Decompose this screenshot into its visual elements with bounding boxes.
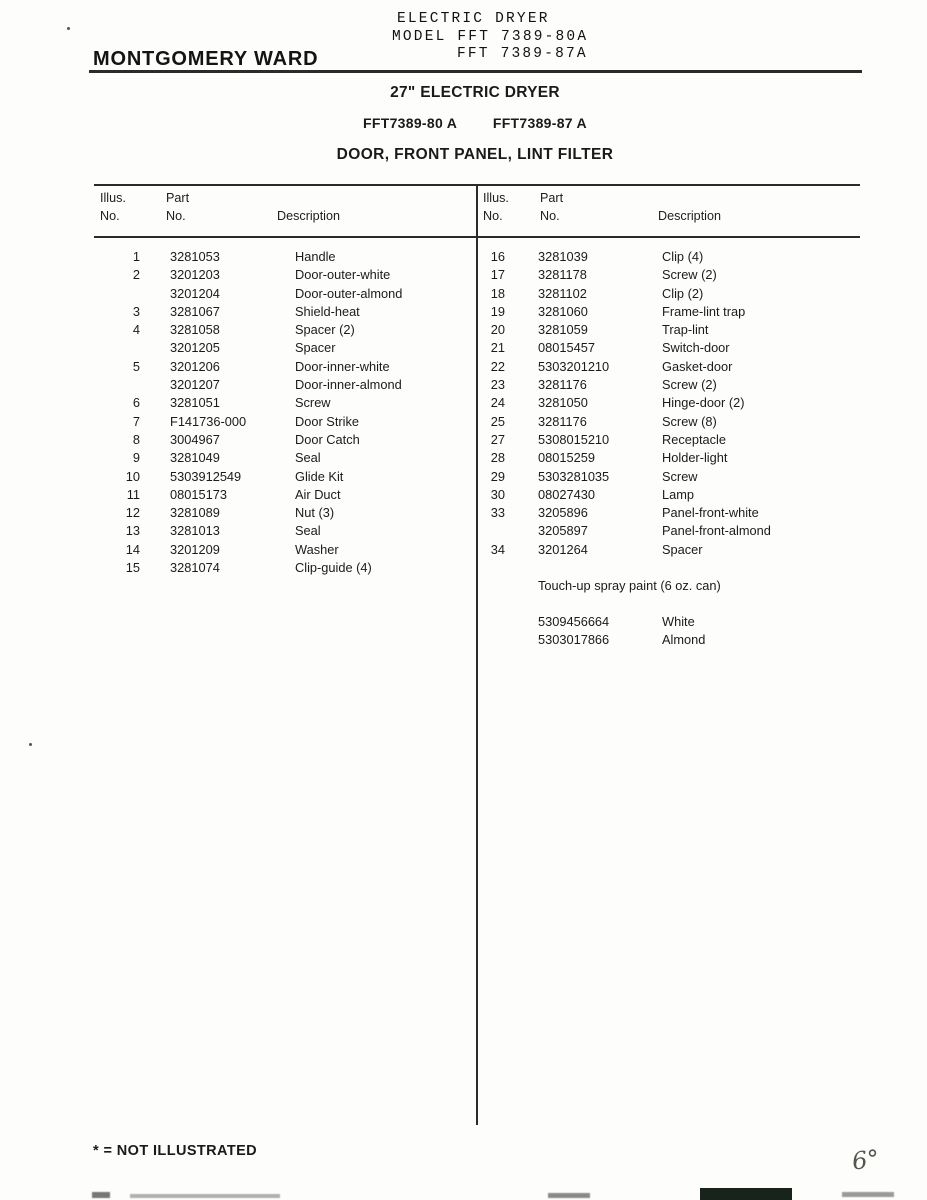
cell-illus: 8 [132, 431, 140, 447]
table-row [483, 395, 903, 413]
cell-desc: Hinge-door (2) [662, 395, 745, 411]
cell-part: 3281102 [538, 285, 587, 301]
cell-illus: 9 [132, 450, 140, 466]
cell-desc: Glide Kit [295, 468, 344, 484]
cell-part: 5303912549 [170, 468, 242, 484]
cell-part: 3281176 [538, 413, 587, 429]
table-row [94, 359, 476, 377]
table-row [94, 560, 476, 578]
cell-desc: Holder-light [662, 450, 728, 466]
not-illustrated-legend: * = NOT ILLUSTRATED [93, 1143, 258, 1159]
cell-part: 3201264 [538, 541, 588, 557]
cell-desc: Trap-lint [662, 322, 709, 338]
col-header-part-left: Part [166, 191, 190, 205]
cell-part: 08015457 [538, 340, 595, 356]
cell-desc: Door-outer-almond [295, 285, 403, 301]
cell-illus: 5 [132, 358, 140, 374]
cell-part: 3201207 [170, 377, 220, 393]
cell-illus: 23 [490, 377, 505, 393]
scan-artifact [548, 1193, 590, 1198]
cell-illus: 20 [490, 322, 505, 338]
cell-illus: 2 [132, 267, 140, 283]
cell-desc: Door-inner-white [295, 358, 390, 374]
cell-part: 3281051 [170, 395, 220, 411]
col-header-description-left: Description [277, 209, 340, 223]
scan-artifact [92, 1192, 110, 1198]
cell-part: 5308015210 [538, 431, 610, 447]
col-header-illus-left: Illus. [100, 191, 126, 205]
scan-artifact-dark-box [700, 1188, 792, 1200]
cell-desc: Receptacle [662, 431, 727, 447]
cell-desc: Seal [295, 450, 321, 466]
cell-part: 08015173 [170, 486, 227, 502]
cell-desc: Nut (3) [295, 505, 335, 521]
table-row [94, 286, 476, 304]
cell-part: 3201206 [170, 358, 220, 374]
typed-appliance-line: ELECTRIC DRYER [397, 11, 550, 27]
cell-illus: 21 [490, 340, 505, 356]
cell-illus: 14 [125, 541, 140, 557]
header-rule [89, 70, 862, 73]
cell-desc: Gasket-door [662, 358, 733, 374]
cell-illus: 25 [490, 413, 505, 429]
cell-desc: Spacer [662, 541, 703, 557]
cell-illus: 18 [490, 285, 505, 301]
cell-illus: 6 [132, 395, 140, 411]
cell-illus: 33 [490, 505, 505, 521]
cell-part: 3281053 [170, 249, 220, 264]
col-header-description-right: Description [658, 209, 721, 223]
cell-desc: Screw [295, 395, 331, 411]
table-row [94, 542, 476, 560]
parts-table-right [483, 249, 903, 560]
col-header-illus-no-right: No. [483, 209, 503, 223]
cell-part: 5303017866 [538, 632, 610, 648]
scan-artifact [842, 1192, 894, 1197]
cell-desc: Clip (4) [662, 249, 704, 264]
cell-part: 3281178 [538, 267, 587, 283]
cell-illus: 13 [125, 523, 140, 539]
cell-part: 3201209 [170, 541, 220, 557]
cell-part: 3281176 [538, 377, 587, 393]
table-row [483, 340, 903, 358]
cell-part: 3281058 [170, 322, 220, 338]
cell-part: 08015259 [538, 450, 595, 466]
cell-illus: 24 [490, 395, 505, 411]
cell-desc: Door-outer-white [295, 267, 391, 283]
document-title: 27" ELECTRIC DRYER [390, 84, 560, 101]
cell-part: 3281089 [170, 505, 220, 521]
cell-desc: Lamp [662, 486, 695, 502]
table-row [483, 322, 903, 340]
table-row [483, 487, 903, 505]
cell-part: 3201204 [170, 285, 220, 301]
cell-part: 3201205 [170, 340, 220, 356]
cell-part: 5309456664 [538, 614, 610, 629]
table-row [483, 359, 903, 377]
cell-desc: Screw (2) [662, 267, 717, 283]
table-row [483, 267, 903, 285]
cell-desc: White [662, 614, 695, 629]
cell-part: 3281060 [538, 303, 588, 319]
cell-desc: Door Catch [295, 431, 360, 447]
cell-desc: Spacer [295, 340, 336, 356]
table-row [483, 450, 903, 468]
cell-part: 3205897 [538, 523, 588, 539]
cell-illus: 15 [125, 560, 140, 576]
table-row [94, 414, 476, 432]
cell-illus: 3 [132, 303, 140, 319]
cell-desc: Door Strike [295, 413, 360, 429]
table-row [94, 249, 476, 267]
model-number-right: FFT7389-87 A [492, 115, 587, 131]
col-header-part-no-right: No. [540, 209, 560, 223]
cell-part: 3281067 [170, 303, 220, 319]
typed-model-line-1: MODEL FFT 7389-80A [392, 28, 589, 45]
table-row [94, 450, 476, 468]
cell-part: 5303201210 [538, 358, 610, 374]
cell-illus: 16 [490, 249, 505, 264]
cell-desc: Screw [662, 468, 698, 484]
table-row [483, 414, 903, 432]
cell-part: 3281049 [170, 450, 220, 466]
col-header-illus-right: Illus. [483, 191, 509, 205]
col-header-part-no-left: No. [166, 209, 186, 223]
table-row [483, 432, 903, 450]
col-header-illus-no-left: No. [100, 209, 120, 223]
scan-speck [29, 743, 32, 746]
table-row [94, 267, 476, 285]
table-row [483, 505, 903, 523]
cell-part: 3205896 [538, 505, 588, 521]
table-row [94, 304, 476, 322]
table-row [483, 304, 903, 322]
cell-illus: 19 [490, 303, 505, 319]
cell-part: 3281059 [538, 322, 588, 338]
cell-illus: 30 [490, 486, 505, 502]
table-row [94, 395, 476, 413]
col-header-part-right: Part [540, 191, 564, 205]
cell-part: 08027430 [538, 486, 595, 502]
cell-desc: Spacer (2) [295, 322, 355, 338]
cell-desc: Screw (8) [662, 413, 717, 429]
cell-desc: Switch-door [662, 340, 730, 356]
typed-model-line-2: FFT 7389-87A [457, 46, 588, 62]
table-row [483, 542, 903, 560]
table-row [483, 523, 903, 541]
cell-desc: Door-inner-almond [295, 377, 402, 393]
typed-header [392, 11, 588, 64]
scan-artifact [130, 1194, 280, 1198]
cell-illus: 22 [490, 358, 505, 374]
cell-part: 3281039 [538, 249, 588, 264]
table-row [94, 487, 476, 505]
parts-table-left [94, 249, 476, 578]
cell-part: F141736-000 [170, 413, 247, 429]
table-row [94, 322, 476, 340]
cell-desc: Air Duct [295, 486, 341, 502]
table-row [94, 340, 476, 358]
cell-desc: Washer [295, 541, 339, 557]
brand-name: MONTGOMERY WARD [93, 48, 319, 70]
cell-part: 3201203 [170, 267, 220, 283]
cell-illus: 27 [490, 431, 505, 447]
cell-desc: Panel-front-almond [662, 523, 771, 539]
cell-illus: 1 [132, 249, 140, 264]
cell-illus: 34 [490, 541, 505, 557]
table-row [94, 432, 476, 450]
cell-part: 3004967 [170, 431, 220, 447]
cell-desc: Clip (2) [662, 285, 704, 301]
table-row [94, 469, 476, 487]
model-numbers [0, 115, 927, 131]
cell-part: 5303281035 [538, 468, 610, 484]
cell-desc: Panel-front-white [662, 505, 759, 521]
model-number-left: FFT7389-80 A [363, 115, 457, 131]
table-column-divider [476, 184, 478, 1125]
cell-desc: Almond [662, 632, 706, 648]
table-row [94, 523, 476, 541]
cell-illus: 28 [490, 450, 505, 466]
cell-desc: Handle [295, 249, 336, 264]
table-row [483, 469, 903, 487]
cell-desc: Shield-heat [295, 303, 360, 319]
cell-part: 3281074 [170, 560, 220, 576]
cell-illus: 10 [125, 468, 140, 484]
cell-desc: Seal [295, 523, 321, 539]
table-row [94, 377, 476, 395]
table-row [483, 286, 903, 304]
cell-illus: 17 [490, 267, 505, 283]
cell-illus: 11 [126, 486, 140, 502]
cell-illus: 4 [132, 322, 140, 338]
handwritten-page-mark: 6° [850, 1144, 881, 1176]
cell-illus: 12 [125, 505, 140, 521]
scan-speck [67, 27, 70, 30]
cell-part: 3281050 [538, 395, 588, 411]
cell-desc: Screw (2) [662, 377, 717, 393]
table-row [483, 249, 903, 267]
cell-desc: Clip-guide (4) [295, 560, 372, 576]
cell-part: 3281013 [170, 523, 220, 539]
table-row [94, 505, 476, 523]
section-title: DOOR, FRONT PANEL, LINT FILTER [336, 146, 614, 163]
cell-illus: 29 [490, 468, 505, 484]
paint-note: Touch-up spray paint (6 oz. can) [538, 578, 721, 593]
table-row [483, 377, 903, 395]
cell-illus: 7 [132, 413, 140, 429]
cell-desc: Frame-lint trap [662, 303, 746, 319]
